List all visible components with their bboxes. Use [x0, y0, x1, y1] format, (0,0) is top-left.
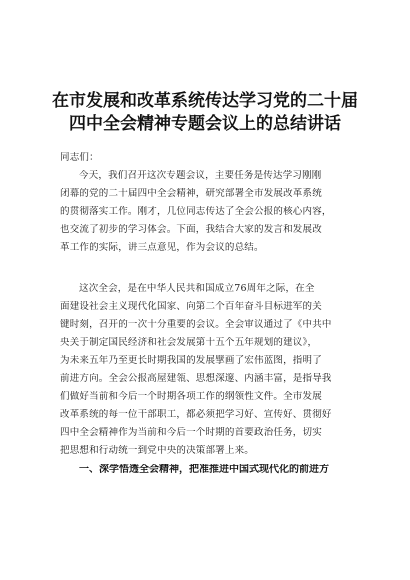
paragraph-2-line: 把思想和行动统一到党中央的决策部署上来。: [60, 445, 255, 456]
paragraph-2-line: 四中全会精神作为当前和今后一个时期的首要政治任务，切实: [60, 427, 322, 438]
paragraph-2-line: 改革系统的每一位干部职工，都必须把学习好、宣传好、贯彻好: [60, 409, 332, 420]
paragraph-2-line: 们做好当前和今后一个时期各项工作的纲领性文件。全市发展: [60, 391, 322, 402]
paragraph-2-line: 键时刻，召开的一次十分重要的会议。全会审议通过了《中共中: [60, 319, 332, 330]
paragraph-2-line: 为未来五年乃至更长时期我国的发展擘画了宏伟蓝图，指明了: [60, 355, 322, 366]
paragraph-1-line: 也交流了初步的学习体会。下面，我结合大家的发言和发展改: [60, 224, 322, 235]
paragraph-2-line: 央关于制定国民经济和社会发展第十五个五年规划的建议》，: [60, 337, 318, 348]
paragraph-2-line: 前进方向。全会公报高屋建瓴、思想深邃、内涵丰富，是指导我: [60, 373, 332, 384]
paragraph-1-line: 闭幕的党的二十届四中全会精神，研究部署全市发展改革系统: [60, 188, 322, 199]
document-title-line-2: 四中全会精神专题会议上的总结讲话: [69, 114, 341, 134]
greeting: 同志们：: [60, 152, 99, 163]
document-title-line-1: 在市发展和改革系统传达学习党的二十届: [52, 91, 358, 111]
paragraph-1-line: 的贯彻落实工作。刚才，几位同志传达了全会公报的核心内容，: [60, 206, 332, 217]
paragraph-2-line: 这次全会，是在中华人民共和国成立76周年之际，在全: [79, 283, 315, 294]
paragraph-2-line: 面建设社会主义现代化国家、向第二个百年奋斗目标进军的关: [60, 301, 322, 312]
paragraph-1-line: 革工作的实际，讲三点意见，作为会议的总结。: [60, 242, 264, 253]
paragraph-1-line: 今天，我们召开这次专题会议，主要任务是传达学习刚刚: [79, 170, 322, 181]
section-heading: 一、深学悟透全会精神，把准推进中国式现代化的前进方: [79, 464, 329, 475]
